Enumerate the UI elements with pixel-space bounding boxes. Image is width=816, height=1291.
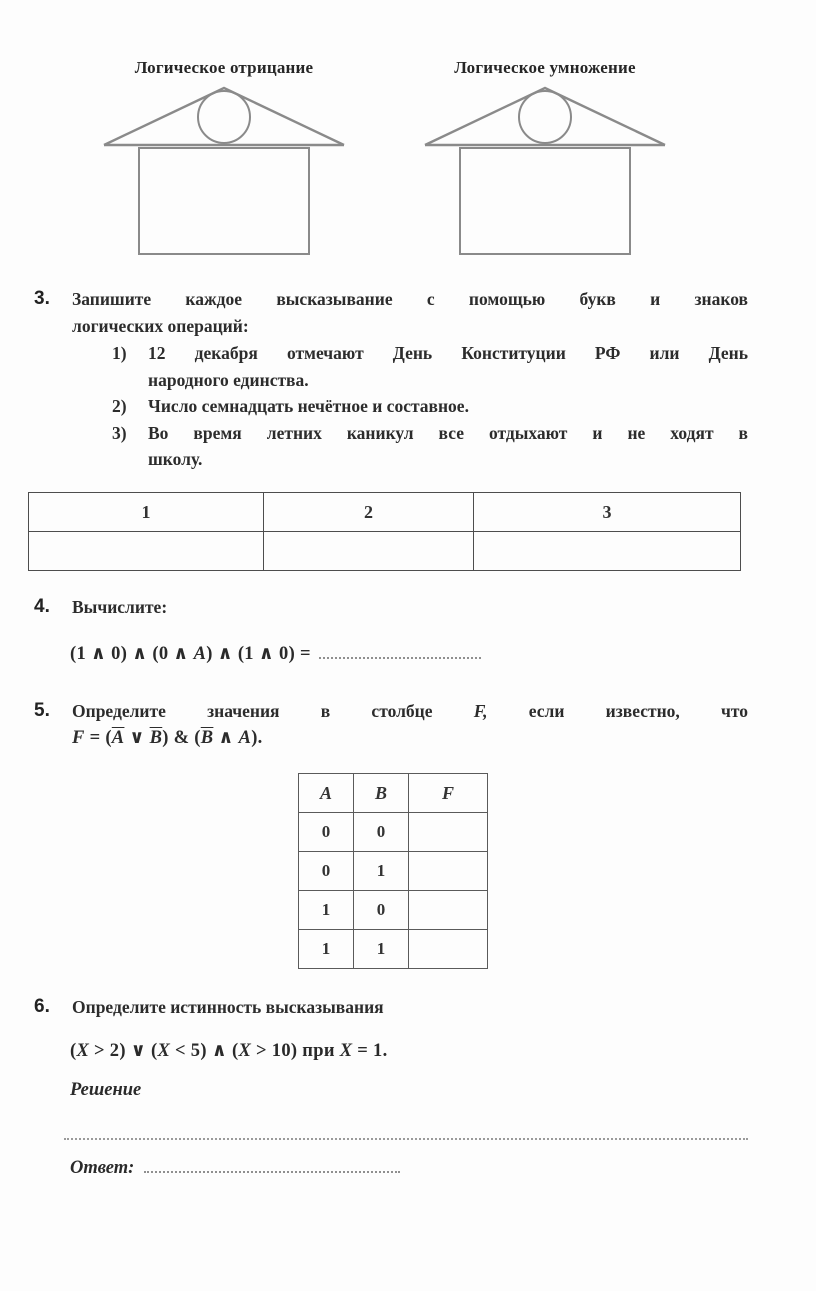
item-text-line: Во время летних каникул все отдыхают и не ходят в xyxy=(148,422,748,443)
table-row xyxy=(299,813,488,852)
formula-variable: X xyxy=(238,1041,252,1061)
formula-variable: A xyxy=(193,644,207,664)
formula-variable: A xyxy=(238,727,252,748)
cell-a: 0 xyxy=(299,813,354,852)
cell-f-empty xyxy=(409,852,488,891)
cell-a: 0 xyxy=(299,852,354,891)
task-5-formula xyxy=(72,725,748,752)
list-item xyxy=(112,340,748,393)
task-4 xyxy=(34,594,748,621)
column-header: 1 xyxy=(29,493,264,532)
cell-b: 1 xyxy=(354,852,409,891)
item-text-line: школу. xyxy=(148,449,203,469)
house-multiplication-title: Логическое умножение xyxy=(454,58,636,77)
truth-table-header-a: A xyxy=(299,774,354,813)
column-header: 2 xyxy=(263,493,473,532)
formula-text: > 10) xyxy=(251,1041,303,1061)
task-4-formula xyxy=(70,643,481,665)
negated-variable: $\overline{A}$ xyxy=(111,727,125,748)
task-4-prompt: Вычислите: xyxy=(72,597,168,617)
formula-text: = 1. xyxy=(352,1041,388,1061)
formula-variable: X xyxy=(339,1041,353,1061)
task-4-number: 4. xyxy=(34,596,50,617)
truth-table-header-f: F xyxy=(409,774,488,813)
formula-text: < 5) ∧ ( xyxy=(170,1041,239,1061)
task-6-prompt: Определите истинность высказывания xyxy=(72,997,384,1017)
formula-text: ) ∧ (1 ∧ 0) = xyxy=(206,644,311,664)
attic-circle xyxy=(198,91,250,143)
table-row xyxy=(299,852,488,891)
formula-text: при xyxy=(302,1041,340,1061)
table-row xyxy=(29,532,741,571)
list-item xyxy=(112,393,748,420)
truth-table-header-b: B xyxy=(354,774,409,813)
task-3-prompt-line: логических операций: xyxy=(72,315,249,336)
house-body-rect xyxy=(139,148,309,254)
cell-b: 0 xyxy=(354,813,409,852)
negated-variable: $\overline{B}$ xyxy=(149,727,163,748)
solution-blank-line xyxy=(64,1138,748,1140)
table-row xyxy=(299,891,488,930)
task-3-prompt-line: Запишите каждое высказывание с помощью букв и знаков xyxy=(72,289,748,309)
column-header: 3 xyxy=(473,493,740,532)
formula-text: > 2) ∨ ( xyxy=(89,1041,158,1061)
task-5 xyxy=(34,698,748,751)
formula-variable: X xyxy=(157,1041,171,1061)
formula-variable: X xyxy=(76,1041,90,1061)
house-negation-title: Логическое отрицание xyxy=(134,58,314,77)
formula-text: ( xyxy=(70,1041,77,1061)
formula-variable: F xyxy=(72,727,85,748)
cell-f-empty xyxy=(409,930,488,969)
house-body-rect xyxy=(460,148,630,254)
empty-answer-cell xyxy=(29,532,264,571)
house-negation-drawing xyxy=(102,84,346,258)
house-multiplication-figure xyxy=(421,58,669,258)
table-row xyxy=(299,930,488,969)
formula-text: = ( xyxy=(84,727,112,748)
task-3-number: 3. xyxy=(34,288,50,309)
attic-circle xyxy=(519,91,571,143)
answer-label: Ответ: xyxy=(70,1158,135,1178)
answer-row xyxy=(70,1158,400,1179)
house-negation-figure xyxy=(100,58,348,258)
answer-blank-line xyxy=(144,1158,400,1173)
formula-text: ). xyxy=(251,727,263,748)
statements-answer-table xyxy=(28,492,741,571)
item-number: 2) xyxy=(112,396,127,416)
empty-answer-cell xyxy=(473,532,740,571)
list-item xyxy=(112,420,748,473)
or-operator: ∨ xyxy=(124,727,150,748)
and-operator: ∧ xyxy=(213,727,239,748)
task-6 xyxy=(34,994,748,1021)
answer-blank-line xyxy=(319,644,481,659)
cell-f-empty xyxy=(409,891,488,930)
item-number: 1) xyxy=(112,343,127,363)
task-3 xyxy=(34,286,748,473)
item-text-line: 12 декабря отмечают День Конституции РФ или День xyxy=(148,343,748,363)
truth-table xyxy=(298,773,488,969)
cell-b: 0 xyxy=(354,891,409,930)
formula-text: (1 ∧ 0) ∧ (0 ∧ xyxy=(70,644,194,664)
task-5-prompt xyxy=(72,698,748,725)
and-ampersand-operator: ) & ( xyxy=(162,727,201,748)
negated-variable: $\overline{B}$ xyxy=(200,727,214,748)
task-6-formula xyxy=(70,1040,388,1062)
solution-label: Решение xyxy=(70,1080,142,1100)
item-text-line: народного единства. xyxy=(148,369,309,390)
task-3-items xyxy=(112,340,748,473)
task-5-number: 5. xyxy=(34,700,50,721)
prompt-variable: F, xyxy=(473,701,488,721)
house-multiplication-drawing xyxy=(423,84,667,258)
item-number: 3) xyxy=(112,422,127,443)
empty-answer-cell xyxy=(263,532,473,571)
prompt-text: Определите значения в столбце xyxy=(72,701,433,721)
item-text-line: Число семнадцать нечётное и составное. xyxy=(148,396,469,416)
task-6-number: 6. xyxy=(34,996,50,1017)
prompt-text: если известно, что xyxy=(528,701,748,721)
cell-a: 1 xyxy=(299,891,354,930)
cell-a: 1 xyxy=(299,930,354,969)
cell-b: 1 xyxy=(354,930,409,969)
cell-f-empty xyxy=(409,813,488,852)
